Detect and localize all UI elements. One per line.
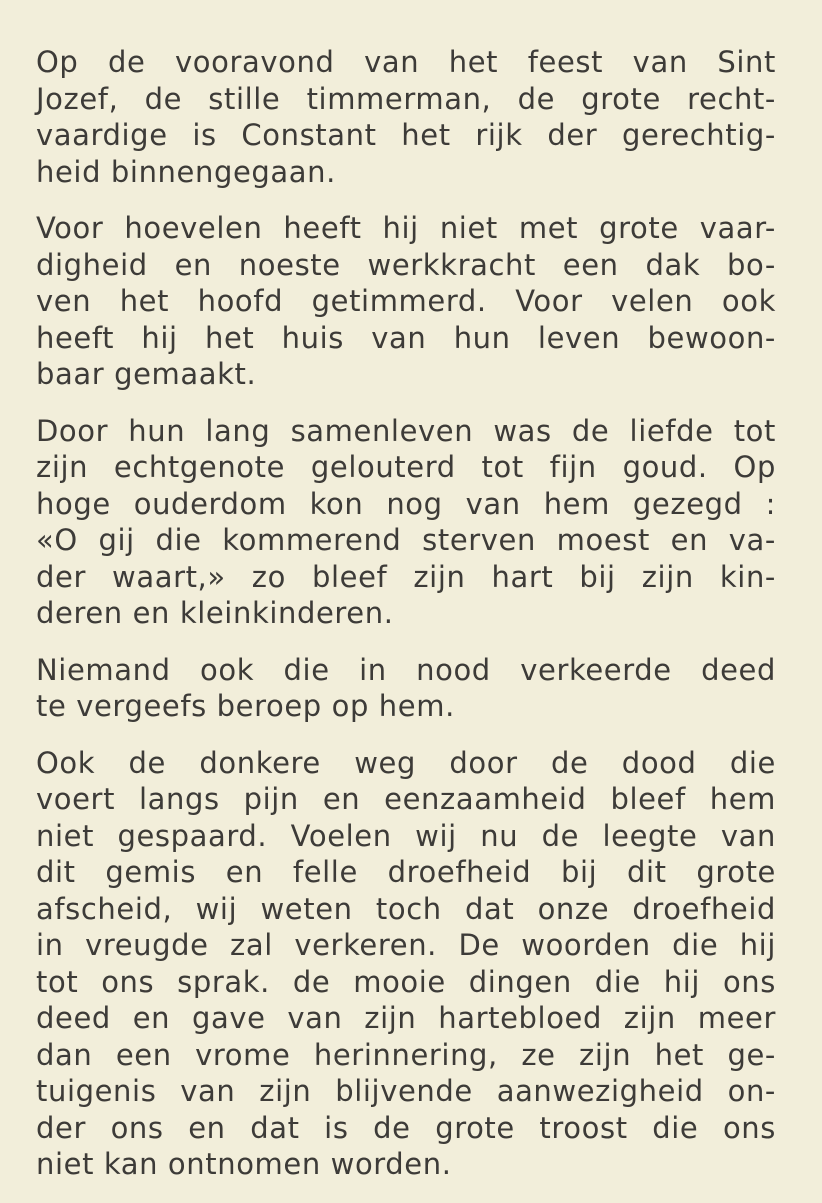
text-line: ven het hoofd getimmerd. Voor velen ook bbox=[36, 284, 776, 318]
paragraph-3 bbox=[36, 413, 776, 632]
text-line: in vreugde zal verkeren. De woorden die hij bbox=[36, 928, 776, 962]
text-line: zijn echtgenote gelouterd tot fijn goud. Op bbox=[36, 450, 776, 484]
text-line: vaardige is Constant het rijk der gerechtig- bbox=[36, 118, 776, 152]
text-line: voert langs pijn en eenzaamheid bleef hem bbox=[36, 782, 776, 816]
text-line: Ook de donkere weg door de dood die bbox=[36, 745, 776, 780]
text-line: deed en gave van zijn hartebloed zijn meer bbox=[36, 1001, 776, 1035]
text-line: niet gespaard. Voelen wij nu de leegte van bbox=[36, 818, 776, 853]
text-line: hoge ouderdom kon nog van hem gezegd : bbox=[36, 486, 776, 521]
text-line: afscheid, wij weten toch dat onze droefheid bbox=[36, 891, 776, 926]
text-line: Door hun lang samenleven was de liefde tot bbox=[36, 413, 776, 448]
text-line: tuigenis van zijn blijvende aanwezigheid on- bbox=[36, 1074, 776, 1108]
text-line: Voor hoevelen heeft hij niet met grote vaar- bbox=[36, 211, 776, 245]
memorial-text bbox=[36, 44, 776, 1203]
text-line: Op de vooravond van het feest van Sint bbox=[36, 45, 776, 79]
text-line: Niemand ook die in nood verkeerde deed bbox=[36, 652, 776, 687]
text-line: deren en kleinkinderen. bbox=[36, 596, 394, 630]
text-line: dit gemis en felle droefheid bij dit grote bbox=[36, 855, 776, 889]
text-line: heeft hij het huis van hun leven bewoon- bbox=[36, 320, 776, 355]
text-line: dan een vrome herinnering, ze zijn het ge- bbox=[36, 1037, 776, 1072]
text-line: der waart,» zo bleef zijn hart bij zijn kin- bbox=[36, 559, 776, 594]
text-line: der ons en dat is de grote troost die ons bbox=[36, 1110, 776, 1145]
text-line: te vergeefs beroep op hem. bbox=[36, 689, 455, 723]
text-line: Jozef, de stille timmerman, de grote recht- bbox=[36, 81, 776, 116]
text-line: heid binnengegaan. bbox=[36, 154, 336, 189]
paragraph-2 bbox=[36, 210, 776, 393]
text-line: «O gij die kommerend sterven moest en va- bbox=[36, 523, 776, 557]
text-line: tot ons sprak. de mooie dingen die hij ons bbox=[36, 964, 776, 999]
paragraph-5 bbox=[36, 745, 776, 1183]
text-line: digheid en noeste werkkracht een dak bo- bbox=[36, 247, 776, 282]
text-line: niet kan ontnomen worden. bbox=[36, 1147, 452, 1181]
paragraph-1 bbox=[36, 44, 776, 190]
text-line: baar gemaakt. bbox=[36, 357, 257, 391]
paragraph-4 bbox=[36, 652, 776, 725]
